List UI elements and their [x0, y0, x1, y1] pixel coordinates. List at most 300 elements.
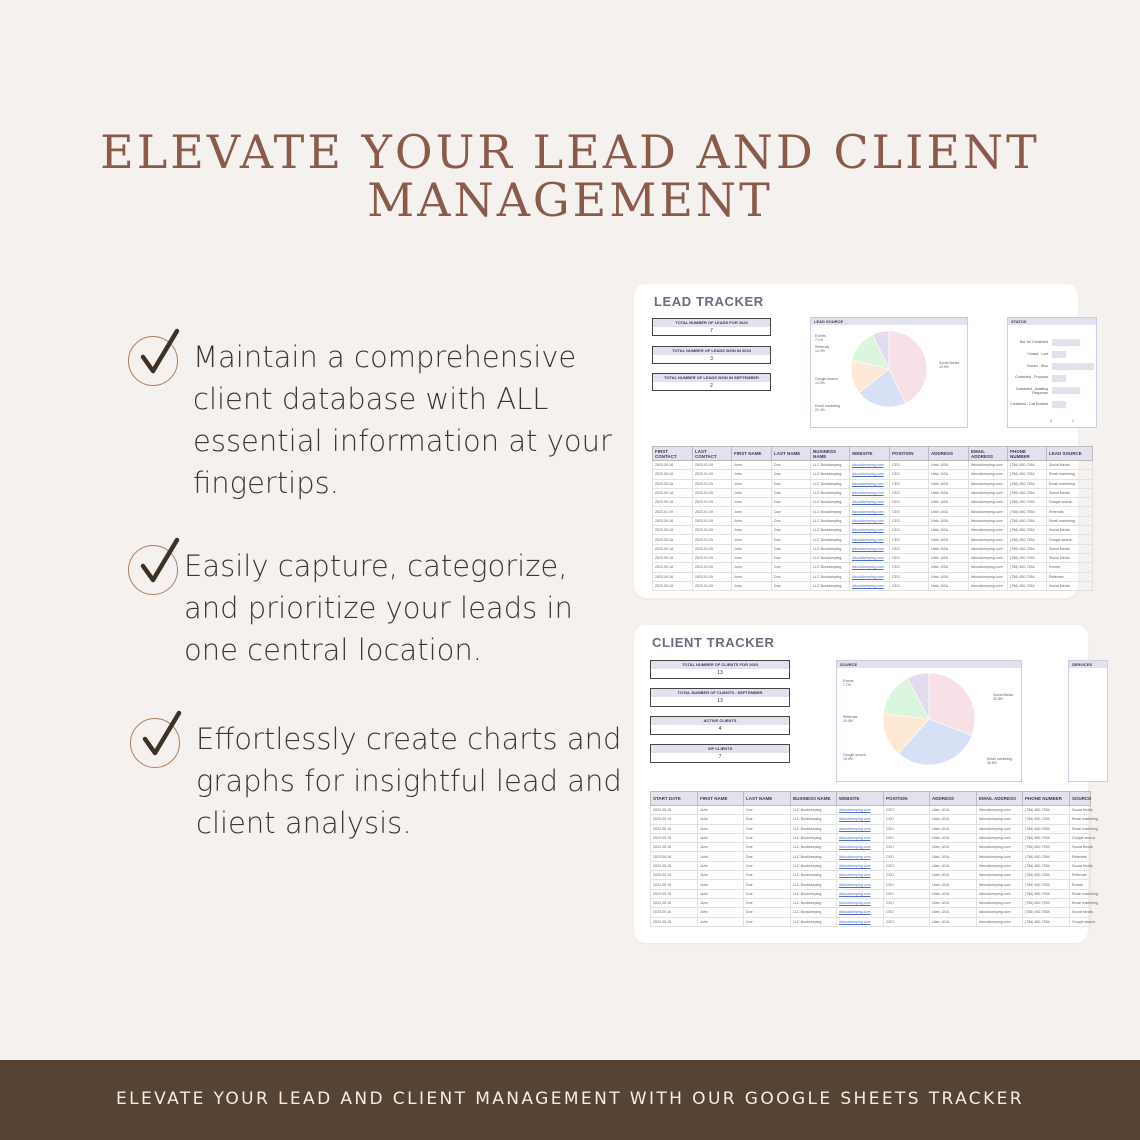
table-cell: (756) 450-7554	[1008, 488, 1047, 497]
table-cell: Doe	[744, 917, 791, 926]
kpi-card	[650, 688, 790, 707]
table-cell: Utah, USA	[929, 544, 969, 553]
headline	[60, 125, 1080, 227]
table-cell: Doe	[744, 833, 791, 842]
table-cell: 2023.09.18	[651, 833, 698, 842]
kpi-label: TOTAL NUMBER OF LEADS WON IN SEPTEMBER	[653, 374, 770, 382]
table-cell: (756) 450-7554	[1023, 880, 1070, 889]
kpi-label: TOTAL NUMBER OF LEADS FOR 2023	[653, 319, 770, 327]
table-cell: CEO	[884, 898, 930, 907]
table-cell: CEO	[890, 553, 929, 562]
table-cell: Utah, USA	[930, 833, 977, 842]
status-bar	[1052, 351, 1066, 358]
table-row	[653, 581, 1093, 590]
status-label: Contacted - Awaiting Response	[1015, 387, 1048, 395]
table-cell: (756) 450-7554	[1023, 833, 1070, 842]
table-cell: Email marketing	[1070, 824, 1091, 833]
table-cell: Google search	[1070, 833, 1091, 842]
column-header: LAST CONTACT	[693, 447, 732, 461]
table-cell: llcbookkeeping.com	[837, 880, 884, 889]
table-cell: Doe	[772, 470, 811, 479]
table-cell: 2023.01.09	[693, 526, 732, 535]
table-cell: LLC Bookkeeping	[811, 461, 850, 470]
table-cell: 2023.01.09	[693, 544, 732, 553]
feature-item	[128, 545, 604, 671]
table-cell: Utah, USA	[929, 488, 969, 497]
table-cell: Utah, USA	[929, 516, 969, 525]
kpi-value: 7	[710, 328, 713, 334]
table-cell: John	[732, 470, 772, 479]
table-cell: llcbookkeeping.com	[969, 572, 1008, 581]
table-cell: (756) 450-7554	[1008, 563, 1047, 572]
table-cell: llcbookkeeping.com	[837, 917, 884, 926]
axis-tick: 1	[1072, 419, 1074, 423]
pie-label: Email marketing 30.8%	[987, 757, 1013, 765]
table-cell: (756) 450-7554	[1008, 470, 1047, 479]
table-row	[651, 852, 1091, 861]
table-cell: LLC Bookkeeping	[791, 852, 837, 861]
table-cell: llcbookkeeping.com	[850, 516, 890, 525]
table-cell: llcbookkeeping.com	[977, 824, 1023, 833]
table-cell: LLC Bookkeeping	[791, 861, 837, 870]
status-label: Contacted - Proposal	[1015, 375, 1048, 379]
table-cell: LLC Bookkeeping	[791, 898, 837, 907]
column-header: BUSINESS NAME	[811, 447, 850, 461]
table-cell: 2023.09.18	[651, 871, 698, 880]
table-cell: Utah, USA	[929, 461, 969, 470]
table-cell: LLC Bookkeeping	[811, 498, 850, 507]
table-cell: 2023.09.18	[653, 479, 693, 488]
chart-title: STATUS	[1008, 318, 1096, 325]
column-header: EMAIL ADDRESS	[977, 792, 1023, 806]
table-cell: Doe	[772, 526, 811, 535]
table-cell: llcbookkeeping.com	[969, 581, 1008, 590]
pie-label: Referrals 15.4%	[843, 715, 858, 723]
table-cell: CEO	[884, 917, 930, 926]
table-cell: Doe	[744, 815, 791, 824]
kpi-value: 4	[718, 726, 722, 732]
table-cell: (756) 450-7554	[1008, 581, 1047, 590]
table-cell: (756) 450-7554	[1023, 806, 1070, 815]
kpi-label: ACTIVE CLIENTS	[651, 717, 789, 725]
table-cell: Utah, USA	[930, 824, 977, 833]
table-cell: Doe	[772, 461, 811, 470]
column-header: POSITION	[884, 792, 930, 806]
status-bar	[1052, 363, 1094, 370]
table-cell: Utah, USA	[929, 498, 969, 507]
client-tracker-title: CLIENT TRACKER	[652, 635, 775, 650]
table-cell: 2023.01.09	[693, 563, 732, 572]
table-cell: Social Media	[1047, 581, 1093, 590]
table-cell: Utah, USA	[930, 861, 977, 870]
table-cell: John	[698, 880, 744, 889]
table-cell: LLC Bookkeeping	[811, 526, 850, 535]
column-header: FIRST NAME	[732, 447, 772, 461]
table-cell: Utah, USA	[929, 479, 969, 488]
table-cell: llcbookkeeping.com	[837, 852, 884, 861]
kpi-card	[650, 660, 790, 679]
table-cell: Utah, USA	[930, 815, 977, 824]
status-chart	[1007, 317, 1097, 428]
table-cell: llcbookkeeping.com	[969, 516, 1008, 525]
table-cell: John	[732, 516, 772, 525]
table-cell: Doe	[772, 572, 811, 581]
table-cell: 2023.09.18	[653, 461, 693, 470]
table-cell: John	[732, 526, 772, 535]
table-cell: (756) 450-7554	[1023, 852, 1070, 861]
table-cell: Utah, USA	[929, 470, 969, 479]
table-cell: LLC Bookkeeping	[791, 917, 837, 926]
table-cell: llcbookkeeping.com	[850, 553, 890, 562]
table-cell: 2023.09.18	[651, 815, 698, 824]
table-cell: 2023.09.18	[651, 852, 698, 861]
table-cell: LLC Bookkeeping	[791, 880, 837, 889]
table-cell: Doe	[772, 553, 811, 562]
table-cell: Utah, USA	[930, 871, 977, 880]
column-header: LAST NAME	[744, 792, 791, 806]
table-cell: Doe	[772, 516, 811, 525]
table-cell: (756) 450-7554	[1023, 917, 1070, 926]
table-cell: John	[698, 806, 744, 815]
table-cell: CEO	[890, 544, 929, 553]
kpi-label: TOTAL NUMBER OF CLIENTS FOR 2023	[651, 661, 789, 669]
table-cell: CEO	[890, 526, 929, 535]
table-cell: 2023.09.18	[653, 526, 693, 535]
table-cell: Referrals	[1047, 507, 1093, 516]
table-cell: John	[732, 581, 772, 590]
table-cell: llcbookkeeping.com	[850, 507, 890, 516]
table-cell: CEO	[890, 572, 929, 581]
table-cell: John	[732, 572, 772, 581]
table-cell: llcbookkeeping.com	[977, 917, 1023, 926]
table-cell: LLC Bookkeeping	[791, 824, 837, 833]
table-row	[653, 544, 1093, 553]
table-cell: 2023.01.09	[693, 479, 732, 488]
column-header: POSITION	[890, 447, 929, 461]
pie-label: Social Media 42.9%	[939, 361, 960, 369]
table-cell: llcbookkeeping.com	[837, 889, 884, 898]
table-cell: Social Media	[1070, 908, 1091, 917]
table-cell: Social Media	[1047, 553, 1093, 562]
table-row	[653, 526, 1093, 535]
table-row	[651, 898, 1091, 907]
table-cell: 2023.09.18	[651, 908, 698, 917]
table-cell: 2023.01.09	[693, 507, 732, 516]
table-cell: CEO	[884, 871, 930, 880]
table-cell: 2023.01.09	[693, 470, 732, 479]
table-cell: 2023.01.09	[693, 461, 732, 470]
table-cell: llcbookkeeping.com	[850, 498, 890, 507]
table-cell: (756) 450-7554	[1023, 815, 1070, 824]
table-cell: John	[732, 479, 772, 488]
table-cell: llcbookkeeping.com	[977, 852, 1023, 861]
feature-text: Maintain a comprehensive client database with ALL essential information at your fingertips.	[193, 340, 612, 500]
table-cell: CEO	[890, 581, 929, 590]
table-cell: Google search	[1070, 917, 1091, 926]
table-cell: CEO	[890, 507, 929, 516]
table-cell: LLC Bookkeeping	[811, 553, 850, 562]
table-cell: llcbookkeeping.com	[850, 581, 890, 590]
table-cell: Referrals	[1070, 852, 1091, 861]
services-chart	[1068, 660, 1108, 782]
table-cell: LLC Bookkeeping	[791, 889, 837, 898]
chart-title: SOURCE	[837, 661, 1021, 668]
table-cell: CEO	[890, 498, 929, 507]
kpi-value: 3	[710, 356, 713, 362]
column-header: LEAD SOURCE	[1047, 447, 1093, 461]
table-cell: llcbookkeeping.com	[969, 553, 1008, 562]
kpi-value: 2	[710, 383, 713, 389]
table-cell: John	[732, 563, 772, 572]
table-cell: Google search	[1047, 498, 1093, 507]
table-cell: Events	[1070, 880, 1091, 889]
table-cell: Referrals	[1070, 871, 1091, 880]
table-cell: CEO	[890, 461, 929, 470]
chart-title: LEAD SOURCE	[811, 318, 967, 325]
table-row	[653, 461, 1093, 470]
table-cell: Doe	[744, 889, 791, 898]
table-cell: (756) 450-7554	[1023, 898, 1070, 907]
kpi-label: TOTAL NUMBER OF LEADS WON IN 2023	[653, 347, 770, 355]
table-cell: llcbookkeeping.com	[977, 843, 1023, 852]
pie-label: Events 7.7%	[843, 679, 854, 687]
table-cell: Utah, USA	[929, 563, 969, 572]
feature-item	[128, 336, 613, 504]
table-cell: (756) 450-7554	[1008, 572, 1047, 581]
status-bar	[1052, 387, 1080, 394]
table-cell: John	[732, 507, 772, 516]
table-cell: llcbookkeeping.com	[969, 479, 1008, 488]
table-row	[653, 498, 1093, 507]
table-cell: llcbookkeeping.com	[977, 908, 1023, 917]
table-row	[653, 553, 1093, 562]
table-cell: Utah, USA	[930, 889, 977, 898]
table-cell: llcbookkeeping.com	[969, 498, 1008, 507]
kpi-label: VIP CLIENTS	[651, 745, 789, 753]
pie-label: Events 7.1%	[815, 334, 826, 342]
table-cell: Email marketing	[1070, 815, 1091, 824]
table-cell: llcbookkeeping.com	[977, 880, 1023, 889]
table-cell: John	[698, 843, 744, 852]
kpi-label: TOTAL NUMBER OF CLIENTS - SEPTEMBER	[651, 689, 789, 697]
pie-label: Google search 15.4%	[843, 753, 866, 761]
table-cell: CEO	[884, 824, 930, 833]
table-cell: LLC Bookkeeping	[811, 479, 850, 488]
table-cell: Utah, USA	[930, 898, 977, 907]
table-row	[651, 843, 1091, 852]
table-cell: Google search	[1047, 535, 1093, 544]
table-cell: LLC Bookkeeping	[791, 843, 837, 852]
table-cell: Doe	[772, 544, 811, 553]
column-header: PHONE NUMBER	[1008, 447, 1047, 461]
table-cell: 2023.01.09	[693, 488, 732, 497]
table-cell: llcbookkeeping.com	[977, 833, 1023, 842]
column-header: LAST NAME	[772, 447, 811, 461]
table-cell: Utah, USA	[930, 908, 977, 917]
table-cell: CEO	[890, 516, 929, 525]
table-cell: 2023.09.18	[651, 889, 698, 898]
client-tracker-screenshot	[634, 625, 1098, 943]
table-cell: llcbookkeeping.com	[850, 479, 890, 488]
column-header: START DATE	[651, 792, 698, 806]
table-cell: LLC Bookkeeping	[811, 507, 850, 516]
table-cell: 2023.09.18	[651, 898, 698, 907]
table-cell: Email marketing	[1047, 516, 1093, 525]
kpi-card	[650, 716, 790, 735]
table-cell: llcbookkeeping.com	[837, 833, 884, 842]
table-cell: (756) 450-7554	[1023, 861, 1070, 870]
table-cell: Social Media	[1047, 488, 1093, 497]
table-cell: (756) 450-7554	[1023, 889, 1070, 898]
table-cell: CEO	[890, 479, 929, 488]
table-cell: llcbookkeeping.com	[977, 889, 1023, 898]
table-cell: Email marketing	[1070, 898, 1091, 907]
status-bar	[1052, 375, 1066, 382]
table-cell: (756) 450-7554	[1008, 535, 1047, 544]
table-cell: John	[698, 908, 744, 917]
table-cell: (756) 450-7554	[1008, 526, 1047, 535]
table-row	[653, 470, 1093, 479]
table-header-row	[653, 447, 1093, 461]
table-cell: llcbookkeeping.com	[850, 488, 890, 497]
pie-label: Social Media 30.8%	[993, 693, 1014, 701]
table-cell: John	[732, 553, 772, 562]
table-cell: 2023.01.09	[693, 516, 732, 525]
table-row	[651, 833, 1091, 842]
table-cell: llcbookkeeping.com	[837, 806, 884, 815]
table-cell: 2023.09.18	[653, 498, 693, 507]
lead-tracker-title: LEAD TRACKER	[654, 294, 764, 309]
table-cell: Social Media	[1070, 806, 1091, 815]
table-row	[651, 861, 1091, 870]
table-cell: (756) 450-7554	[1023, 908, 1070, 917]
table-cell: CEO	[890, 470, 929, 479]
table-cell: CEO	[890, 488, 929, 497]
table-cell: LLC Bookkeeping	[791, 806, 837, 815]
table-cell: llcbookkeeping.com	[969, 507, 1008, 516]
column-header: ADDRESS	[929, 447, 969, 461]
column-header: WEBSITE	[850, 447, 890, 461]
table-cell: Doe	[772, 581, 811, 590]
column-header: ADDRESS	[930, 792, 977, 806]
table-cell: llcbookkeeping.com	[837, 908, 884, 917]
table-cell: LLC Bookkeeping	[791, 871, 837, 880]
table-cell: CEO	[890, 535, 929, 544]
table-cell: LLC Bookkeeping	[791, 833, 837, 842]
pie-label: Google search 14.3%	[815, 377, 838, 385]
table-cell: Referrals	[1047, 572, 1093, 581]
table-cell: LLC Bookkeeping	[811, 572, 850, 581]
table-row	[653, 516, 1093, 525]
lead-source-chart	[810, 317, 968, 428]
table-row	[651, 806, 1091, 815]
table-row	[653, 507, 1093, 516]
table-row	[653, 572, 1093, 581]
table-cell: llcbookkeeping.com	[969, 488, 1008, 497]
table-cell: llcbookkeeping.com	[837, 861, 884, 870]
table-cell: John	[732, 544, 772, 553]
table-row	[651, 880, 1091, 889]
table-cell: llcbookkeeping.com	[850, 526, 890, 535]
table-row	[651, 908, 1091, 917]
table-cell: Doe	[744, 861, 791, 870]
column-header: SOURCE	[1070, 792, 1091, 806]
table-cell: Utah, USA	[930, 843, 977, 852]
table-cell: 2023.09.18	[653, 516, 693, 525]
table-row	[653, 535, 1093, 544]
table-cell: Doe	[744, 806, 791, 815]
table-cell: (756) 450-7554	[1008, 479, 1047, 488]
table-cell: 2023.09.18	[651, 806, 698, 815]
table-cell: CEO	[884, 843, 930, 852]
headline-line-1: ELEVATE YOUR LEAD AND CLIENT	[100, 125, 1040, 179]
kpi-value: 7	[718, 754, 722, 760]
table-cell: llcbookkeeping.com	[969, 544, 1008, 553]
table-cell: 2023.09.18	[651, 880, 698, 889]
table-cell: John	[698, 852, 744, 861]
kpi-card	[650, 744, 790, 763]
chart-title: SERVICES	[1069, 661, 1107, 668]
status-bar	[1052, 401, 1066, 408]
table-cell: 2023.01.09	[693, 498, 732, 507]
column-header: FIRST CONTACT	[653, 447, 693, 461]
table-cell: 2023.09.18	[653, 488, 693, 497]
feature-text: Effortlessly create charts and graphs for insightful lead and client analysis.	[196, 722, 622, 840]
table-cell: Doe	[744, 880, 791, 889]
table-cell: (756) 450-7554	[1008, 553, 1047, 562]
footer-text: ELEVATE YOUR LEAD AND CLIENT MANAGEMENT WITH OUR GOOGLE SHEETS TRACKER	[116, 1089, 1024, 1109]
table-cell: 2023.09.18	[651, 843, 698, 852]
table-cell: llcbookkeeping.com	[850, 470, 890, 479]
table-cell: LLC Bookkeeping	[811, 563, 850, 572]
table-cell: Doe	[772, 507, 811, 516]
table-cell: llcbookkeeping.com	[969, 535, 1008, 544]
table-cell: Utah, USA	[930, 806, 977, 815]
table-cell: llcbookkeeping.com	[977, 871, 1023, 880]
table-cell: Email marketing	[1070, 889, 1091, 898]
table-cell: LLC Bookkeeping	[811, 544, 850, 553]
pie-label: Email marketing 21.4%	[815, 404, 841, 412]
client-source-chart	[836, 660, 1022, 782]
table-cell: 2023.01.09	[693, 572, 732, 581]
table-cell: Social Media	[1047, 461, 1093, 470]
table-cell: llcbookkeeping.com	[850, 535, 890, 544]
kpi-value: 13	[717, 670, 723, 676]
column-header: EMAIL ADDRESS	[969, 447, 1008, 461]
table-header-row	[651, 792, 1091, 806]
checkmark-icon	[130, 718, 180, 768]
table-cell: (756) 450-7554	[1008, 498, 1047, 507]
table-cell: LLC Bookkeeping	[811, 516, 850, 525]
table-cell: (756) 450-7554	[1023, 824, 1070, 833]
table-cell: 2023.09.18	[653, 470, 693, 479]
table-cell: John	[698, 917, 744, 926]
table-cell: 2023.01.09	[653, 507, 693, 516]
table-cell: Doe	[772, 488, 811, 497]
column-header: BUSINESS NAME	[791, 792, 837, 806]
table-cell: Events	[1047, 563, 1093, 572]
table-cell: Utah, USA	[930, 852, 977, 861]
table-cell: CEO	[884, 908, 930, 917]
table-cell: Email marketing	[1047, 479, 1093, 488]
table-cell: llcbookkeeping.com	[977, 806, 1023, 815]
column-header: FIRST NAME	[698, 792, 744, 806]
table-cell: (756) 450-7554	[1008, 461, 1047, 470]
table-cell: 2023.09.18	[653, 553, 693, 562]
table-cell: Utah, USA	[929, 526, 969, 535]
table-cell: Doe	[744, 908, 791, 917]
column-header: WEBSITE	[837, 792, 884, 806]
